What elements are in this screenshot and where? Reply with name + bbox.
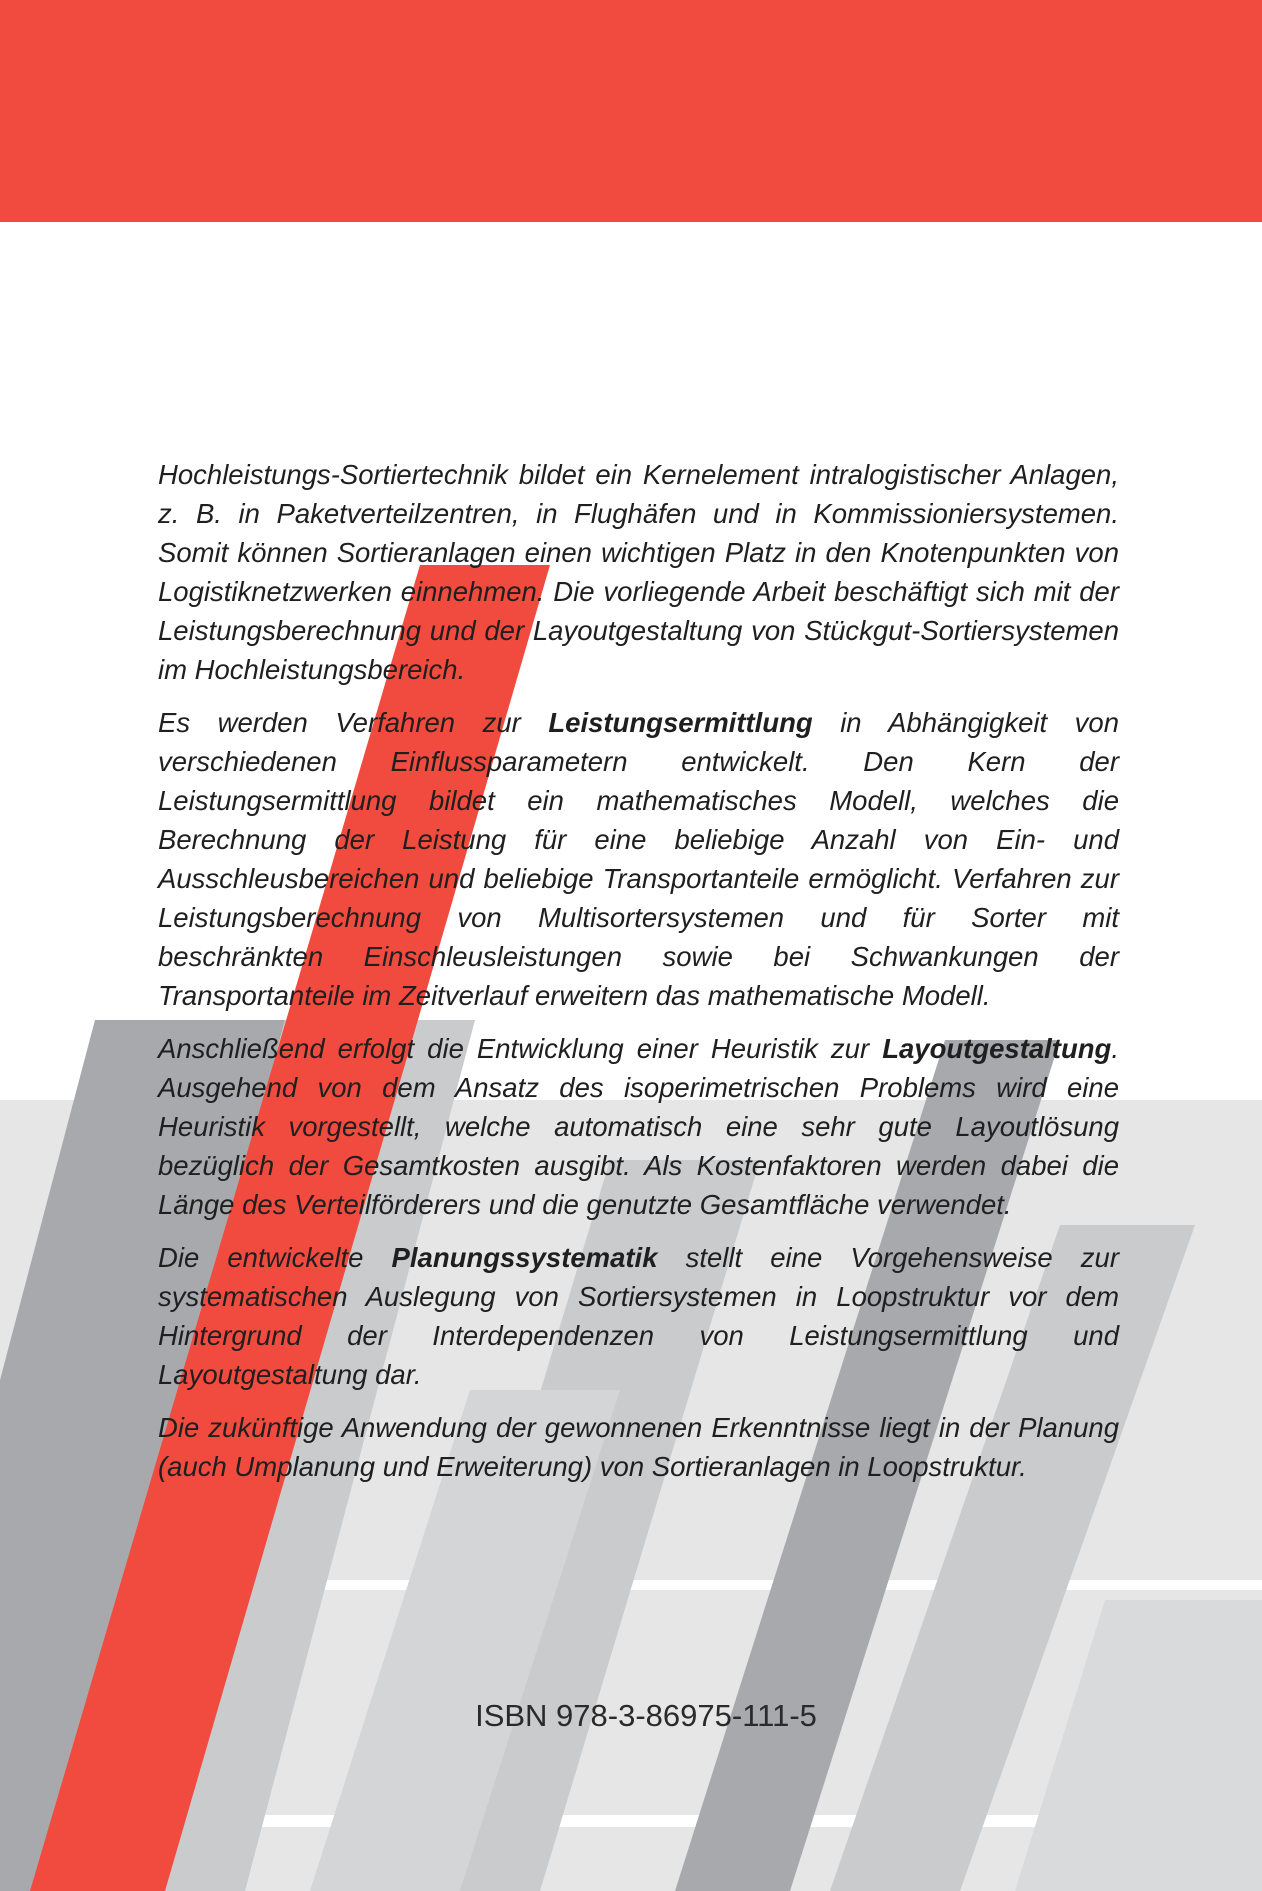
paragraph-text: Hochleistungs-Sortiertechnik bildet ein Kernelement intralogistischer Anlagen, z. B. in Paketverteilzentren, in Flughäfen und in Kommissioniersystemen. Somit können Sortieranlagen einen wichtigen Platz in den Knotenpunkten von Logistiknetzwerken einnehmen. Die vorliegende Arbeit beschäftigt sich mit der Leistungsberechnung und der Layoutgestaltung von Stückgut-Sortiersystemen im Hochleistungsbereich. xyxy=(158,459,1119,685)
blurb-paragraph xyxy=(158,455,1119,689)
blurb-text xyxy=(158,455,1119,1500)
paragraph-text: Die entwickelte xyxy=(158,1242,392,1273)
blurb-paragraph xyxy=(158,703,1119,1015)
blurb-paragraph xyxy=(158,1238,1119,1394)
highlighted-term: Layoutgestaltung xyxy=(882,1033,1112,1064)
highlighted-term: Planungssystematik xyxy=(391,1242,658,1273)
paragraph-text: in Abhängigkeit von verschiedenen Einflussparametern entwickelt. Den Kern der Leistungsermittlung bildet ein mathematisches Modell, welches die Berechnung der Leistung für eine beliebige Anzahl von Ein- und Ausschleusbereichen und beliebige Transportanteile ermöglicht. Verfahren zur Leistungsberechnung von Multisortersystemen und für Sorter mit beschränkten Einschleusleistungen sowie bei Schwankungen der Transportanteile im Zeitverlauf erweitern das mathematische Modell. xyxy=(158,707,1119,1011)
paragraph-text: Die zukünftige Anwendung der gewonnenen Erkenntnisse liegt in der Planung (auch Umplanung und Erweiterung) von Sortieranlagen in Loopstruktur. xyxy=(158,1412,1119,1482)
highlighted-term: Leistungsermittlung xyxy=(548,707,813,738)
paragraph-text: Anschließend erfolgt die Entwicklung einer Heuristik zur xyxy=(158,1033,883,1064)
blurb-paragraph xyxy=(158,1408,1119,1486)
paragraph-text: Es werden Verfahren zur xyxy=(158,707,549,738)
paragraph-text: stellt eine Vorgehensweise zur systematischen Auslegung von Sortiersystemen in Loopstruktur vor dem Hintergrund der Interdependenzen von Leistungsermittlung und Layoutgestaltung dar. xyxy=(158,1242,1119,1390)
paragraph-text: . Ausgehend von dem Ansatz des isoperimetrischen Problems wird eine Heuristik vorgestellt, welche automatisch eine sehr gute Layoutlösung bezüglich der Gesamtkosten ausgibt. Als Kostenfaktoren werden dabei die Länge des Verteilförderers und die genutzte Gesamtfläche verwendet. xyxy=(158,1033,1119,1220)
blurb-paragraph xyxy=(158,1029,1119,1224)
isbn-number: ISBN 978-3-86975-111-5 xyxy=(475,1698,817,1733)
